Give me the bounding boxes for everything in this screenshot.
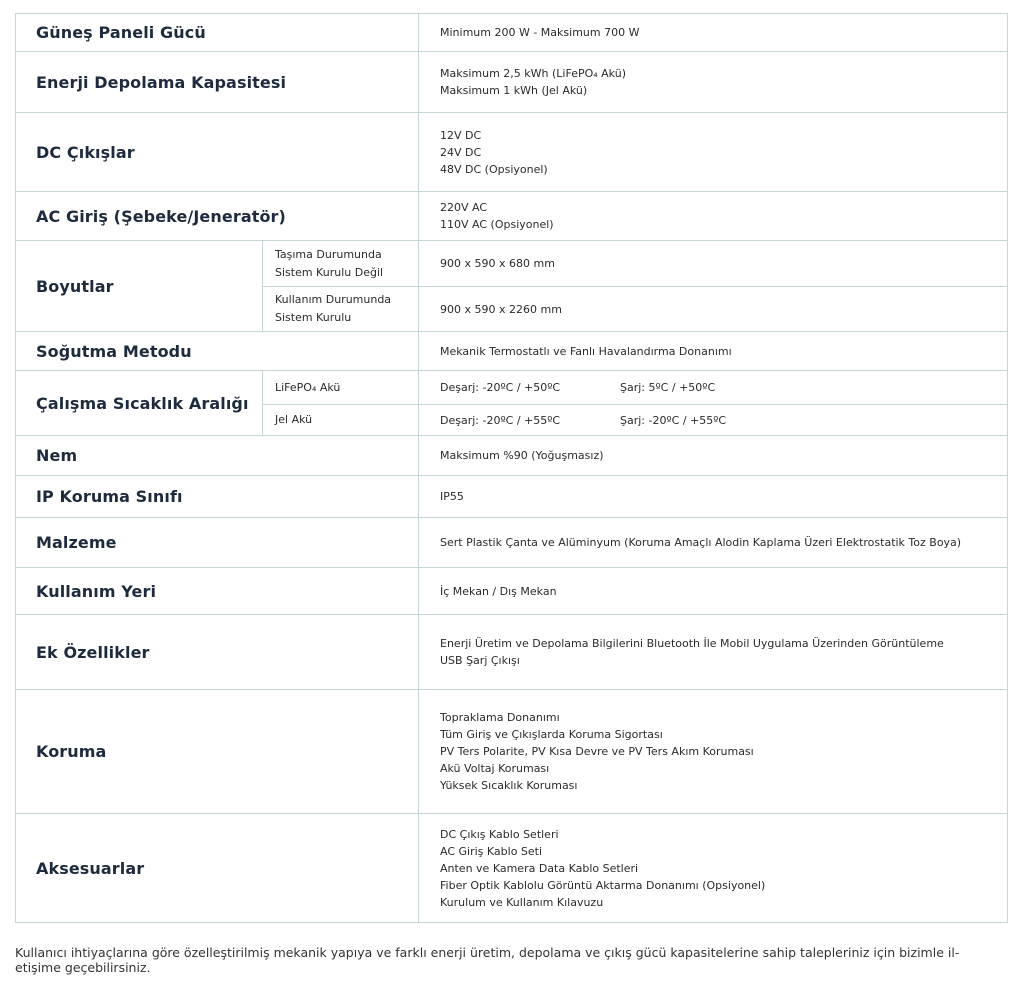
- sub-row-label: Taşıma Durumunda Sistem Kurulu Değil: [263, 241, 419, 287]
- table-row: [16, 436, 1008, 476]
- row-value: [419, 371, 1008, 405]
- row-value: Topraklama Donanımı Tüm Giriş ve Çıkışlarda Koruma Sigortası PV Ters Polarite, PV Kısa Devre ve PV Ters Akım Koruması Akü Voltaj Koruması Yüksek Sıcaklık Koruması: [419, 690, 1008, 814]
- row-value: DC Çıkış Kablo Setleri AC Giriş Kablo Seti Anten ve Kamera Data Kablo Setleri Fiber Optik Kablolu Görüntü Aktarma Donanımı (Opsiyonel) Kurulum ve Kullanım Kılavuzu: [419, 814, 1008, 923]
- row-value: Enerji Üretim ve Depolama Bilgilerini Bluetooth İle Mobil Uygulama Üzerinden Görüntüleme USB Şarj Çıkışı: [419, 615, 1008, 690]
- row-label: Kullanım Yeri: [16, 568, 419, 615]
- row-value: Minimum 200 W - Maksimum 700 W: [419, 14, 1008, 52]
- charge-range: Şarj: 5ºC / +50ºC: [620, 381, 716, 394]
- row-value: Maksimum %90 (Yoğuşmasız): [419, 436, 1008, 476]
- table-row: [16, 518, 1008, 568]
- table-row: [16, 568, 1008, 615]
- row-label: Malzeme: [16, 518, 419, 568]
- row-label: Soğutma Metodu: [16, 332, 419, 371]
- sub-row-label: Jel Akü: [263, 405, 419, 436]
- table-row: [16, 615, 1008, 690]
- table-row: [16, 476, 1008, 518]
- row-value: 220V AC 110V AC (Opsiyonel): [419, 192, 1008, 241]
- row-label: Boyutlar: [16, 241, 263, 332]
- table-row: [16, 814, 1008, 923]
- row-value: 900 x 590 x 680 mm: [419, 241, 1008, 287]
- table-row: [16, 192, 1008, 241]
- row-value: [419, 405, 1008, 436]
- row-value: Sert Plastik Çanta ve Alüminyum (Koruma Amaçlı Alodin Kaplama Üzeri Elektrostatik Toz Boya): [419, 518, 1008, 568]
- table-row: [16, 241, 1008, 287]
- row-value: İç Mekan / Dış Mekan: [419, 568, 1008, 615]
- table-row: [16, 14, 1008, 52]
- row-value: IP55: [419, 476, 1008, 518]
- row-label: DC Çıkışlar: [16, 113, 419, 192]
- sub-row-label: LiFePO₄ Akü: [263, 371, 419, 405]
- row-label: Aksesuarlar: [16, 814, 419, 923]
- row-value: Maksimum 2,5 kWh (LiFePO₄ Akü) Maksimum 1 kWh (Jel Akü): [419, 52, 1008, 113]
- row-label: Koruma: [16, 690, 419, 814]
- row-value: 900 x 590 x 2260 mm: [419, 287, 1008, 332]
- charge-range: Şarj: -20ºC / +55ºC: [620, 413, 727, 427]
- row-label: Güneş Paneli Gücü: [16, 14, 419, 52]
- table-row: [16, 113, 1008, 192]
- table-row: [16, 690, 1008, 814]
- discharge-range: Deşarj: -20ºC / +50ºC: [440, 381, 561, 394]
- row-label: Çalışma Sıcaklık Aralığı: [16, 371, 263, 436]
- footer-note: Kullanıcı ihtiyaçlarına göre özelleştirilmiş mekanik yapıya ve farklı enerji üretim, depolama ve çıkış gücü kapasitelerine sahip talepleriniz için bizimle il-etişime geçebilirsiniz.: [15, 945, 960, 975]
- row-label: Ek Özellikler: [16, 615, 419, 690]
- row-label: AC Giriş (Şebeke/Jeneratör): [16, 192, 419, 241]
- row-value: Mekanik Termostatlı ve Fanlı Havalandırma Donanımı: [419, 332, 1008, 371]
- row-value: 12V DC 24V DC 48V DC (Opsiyonel): [419, 113, 1008, 192]
- spec-table: [15, 13, 1008, 923]
- row-label: Nem: [16, 436, 419, 476]
- row-label: IP Koruma Sınıfı: [16, 476, 419, 518]
- row-label: Enerji Depolama Kapasitesi: [16, 52, 419, 113]
- table-row: [16, 371, 1008, 405]
- sub-row-label: Kullanım Durumunda Sistem Kurulu: [263, 287, 419, 332]
- table-row: [16, 52, 1008, 113]
- discharge-range: Deşarj: -20ºC / +55ºC: [440, 413, 561, 427]
- table-row: [16, 332, 1008, 371]
